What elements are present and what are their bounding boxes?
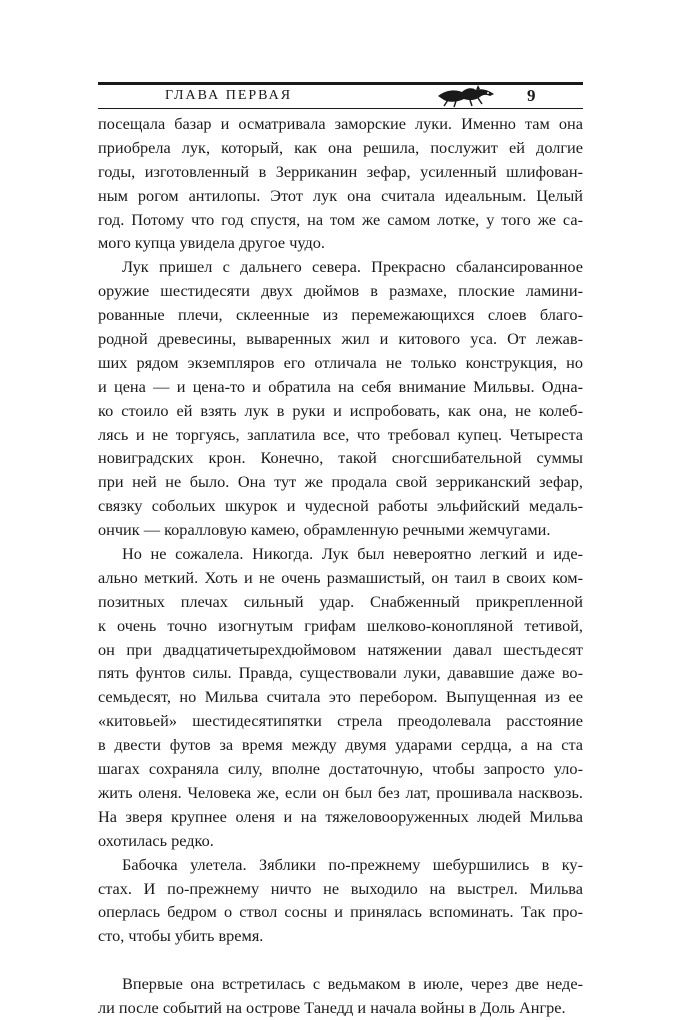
text-line: годы, изготовленный в Зерриканин зефар, усиленный шлифован- bbox=[98, 161, 583, 181]
text-line: при ней не было. Она тут же продала свой зерриканский зефар, bbox=[98, 472, 583, 492]
text-line: пять фунтов силы. Правда, существовали луки, дававшие даже во- bbox=[98, 663, 583, 683]
header-rule-top bbox=[98, 82, 583, 85]
text-line: жить оленя. Человека же, если он был без лат, прошивала насквозь. bbox=[98, 782, 583, 802]
paragraph bbox=[98, 112, 583, 255]
text-line: рованные плечи, склеенные из перемежающихся слоев благо- bbox=[98, 305, 583, 325]
text-line: ли после событий на острове Танедд и начала войны в Доль Ангре. bbox=[98, 998, 566, 1018]
paragraph bbox=[98, 853, 583, 949]
text-line: он при двадцатичетырехдюймовом натяжении давал шестьдесят bbox=[98, 639, 583, 659]
text-line: родной древесины, вываренных жил и китового уса. От лежав- bbox=[98, 329, 583, 349]
section-break bbox=[98, 948, 583, 972]
text-line: стах. И по-прежнему ничто не выходило на выстрел. Мильва bbox=[98, 878, 583, 898]
text-line: и цена — и цена-то и обратила на себя внимание Мильвы. Одна- bbox=[98, 376, 583, 396]
paragraph bbox=[98, 255, 583, 542]
body-text bbox=[98, 112, 583, 1020]
text-line: Но не сожалела. Никогда. Лук был невероятно легкий и иде- bbox=[122, 544, 583, 564]
text-line: ным рогом антилопы. Этот лук она считала идеальным. Целый bbox=[98, 185, 583, 205]
text-line: ших рядом экземпляров его отличала не только конструкция, но bbox=[98, 352, 583, 372]
paragraph bbox=[98, 542, 583, 853]
header-rule-bottom bbox=[98, 108, 583, 109]
text-line: «китовьей» шестидесятипятки стрела преодолевала расстояние bbox=[98, 711, 583, 731]
text-line: лясь и не торгуясь, заплатила все, что требовал купец. Четыреста bbox=[98, 424, 583, 444]
text-line: На зверя крупнее оленя и на тяжеловооруженных людей Мильва bbox=[98, 806, 583, 826]
wolf-emblem-icon bbox=[436, 84, 498, 108]
text-line: ально меткий. Хоть и не очень размашистый, он таил в своих ком- bbox=[98, 567, 583, 587]
text-line: год. Потому что год спустя, на том же самом лотке, у того же са- bbox=[98, 209, 583, 229]
text-line: связку собольих шкурок и чудесной работы эльфийский медаль- bbox=[98, 496, 583, 516]
text-line: Лук пришел с дальнего севера. Прекрасно сбалансированное bbox=[122, 257, 583, 277]
text-line: шагах сохраняла силу, вполне достаточную, чтобы запросто уло- bbox=[98, 759, 583, 779]
text-line: Впервые она встретилась с ведьмаком в июле, через две неде- bbox=[122, 974, 583, 994]
paragraph bbox=[98, 972, 583, 1020]
text-line: ко стоило ей взять лук в руки и испробовать, как она, не колеб- bbox=[98, 400, 583, 420]
text-line: сто, чтобы убить время. bbox=[98, 926, 264, 946]
text-line: оружие шестидесяти двух дюймов в размахе, плоские ламини- bbox=[98, 281, 583, 301]
text-line: новиградских крон. Конечно, такой сногсшибательной суммы bbox=[98, 448, 583, 468]
text-line: ончик — коралловую камею, обрамленную речными жемчугами. bbox=[98, 520, 551, 540]
running-head: ГЛАВА ПЕРВАЯ bbox=[165, 88, 293, 103]
text-line: позитных плечах сильный удар. Снабженный прикрепленной bbox=[98, 591, 583, 611]
text-line: к очень точно изогнутым грифам шелково-конопляной тетивой, bbox=[98, 615, 583, 635]
text-line: Бабочка улетела. Зяблики по-прежнему шебуршились в ку- bbox=[122, 854, 583, 874]
text-line: мого купца увидела другое чудо. bbox=[98, 233, 325, 253]
text-line: охотилась редко. bbox=[98, 830, 214, 850]
text-line: семьдесят, но Мильва считала это перебором. Выпущенная из ее bbox=[98, 687, 583, 707]
text-line: в двести футов за время между двумя ударами сердца, а на ста bbox=[98, 735, 583, 755]
text-line: приобрела лук, который, как она решила, послужит ей долгие bbox=[98, 137, 583, 157]
text-line: посещала базар и осматривала заморские луки. Именно там она bbox=[98, 114, 583, 133]
text-line: оперлась бедром о ствол сосны и принялась вспоминать. Так про- bbox=[98, 902, 583, 922]
page-number: 9 bbox=[527, 86, 536, 105]
